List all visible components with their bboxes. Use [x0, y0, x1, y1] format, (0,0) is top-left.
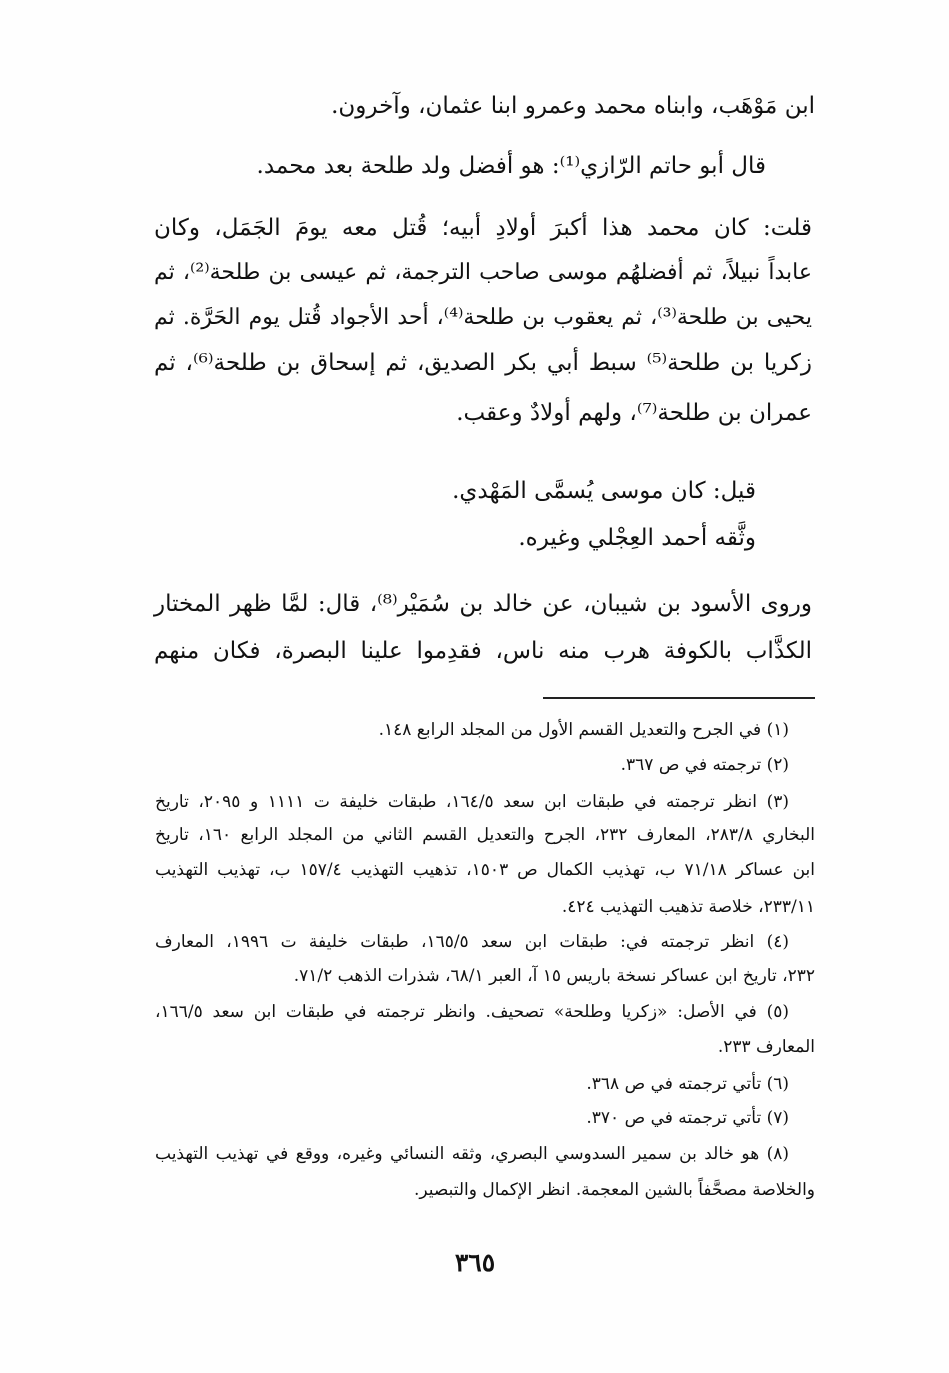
footnote-line: (١) في الجرح والتعديل القسم الأول من المجلد الرابع ١٤٨.	[378, 720, 789, 740]
footnote-line: (٢) ترجمته في ص ٣٦٧.	[620, 755, 789, 775]
footnote-line: البخاري ٢٨٣/٨، المعارف ٢٣٢، الجرح والتعديل القسم الثاني من المجلد الرابع ١٦٠، تاريخ	[155, 825, 816, 845]
text-line: قلت: كان محمد هذا أكبرَ أولادِ أبيه؛ قُتل معه يومَ الجَمَل، وكان	[154, 215, 812, 241]
footnote-line: (٥) في الأصل: «زكريا وطلحة» تصحيف. وانظر ترجمته في طبقات ابن سعد ١٦٦/٥،	[155, 1002, 789, 1022]
text-line: ابن مَوْهَب، وابناه محمد وعمرو ابنا عثمان، وآخرون.	[331, 93, 815, 119]
text-line: عابداً نبيلاً، ثم أفضلهُم موسى صاحب الترجمة، ثم عيسى بن طلحة⁽²⁾، ثم	[154, 260, 813, 285]
text-line: وثَّقه أحمد العِجْلي وغيره.	[518, 525, 756, 551]
footnote-separator	[543, 697, 815, 699]
footnote-line: ابن عساكر ٧١/١٨ ب، تهذيب الكمال ص ١٥٠٣، تذهيب التهذيب ١٥٧/٤ ب، تهذيب التهذيب	[155, 860, 815, 880]
text-line: قيل: كان موسى يُسمَّى المَهْدي.	[452, 478, 756, 504]
footnote-line: (٨) هو خالد بن سمير السدوسي البصري، وثقه النسائي وغيره، ووقع في تهذيب التهذيب	[155, 1144, 789, 1164]
text-line: زكريا بن طلحة⁽⁵⁾ سبط أبي بكر الصديق، ثم إسحاق بن طلحة⁽⁶⁾، ثم	[154, 350, 813, 376]
text-line: الكذَّاب بالكوفة هرب منه ناس، فقدِموا علينا البصرة، فكان منهم	[154, 638, 812, 664]
page-number: ٣٦٥	[454, 1248, 496, 1277]
text-line: يحيى بن طلحة⁽³⁾، ثم يعقوب بن طلحة⁽⁴⁾، أحد الأجواد قُتل يوم الحَرَّة. ثم	[154, 305, 813, 330]
text-line: قال أبو حاتم الرّازي⁽¹⁾: هو أفضل ولد طلحة بعد محمد.	[256, 153, 766, 179]
footnote-line: (٤) انظر ترجمته في: طبقات ابن سعد ١٦٥/٥، طبقات خليفة ت ١٩٩٦، المعارف	[155, 932, 789, 952]
footnote-line: المعارف ٢٣٣.	[717, 1037, 815, 1057]
footnote-line: ٢٣٣/١١، خلاصة تذهيب التهذيب ٤٢٤.	[561, 897, 815, 917]
footnote-line: ٢٣٢، تاريخ ابن عساكر نسخة باريس ١٥ آ، العبر ٦٨/١، شذرات الذهب ٧١/٢.	[293, 966, 815, 986]
footnote-line: (٣) انظر ترجمته في طبقات ابن سعد ١٦٤/٥، طبقات خليفة ت ١١١١ و ٢٠٩٥، تاريخ	[155, 792, 789, 812]
text-line: وروى الأسود بن شيبان، عن خالد بن سُمَيْر⁽⁸⁾، قال: لمَّا ظهر المختار	[154, 591, 812, 617]
footnote-line: (٦) تأتي ترجمته في ص ٣٦٨.	[586, 1074, 789, 1094]
text-line: عمران بن طلحة⁽⁷⁾، ولهم أولادٌ وعقب.	[456, 400, 812, 426]
footnote-line: والخلاصة مصحَّفاً بالشين المعجمة. انظر الإكمال والتبصير.	[413, 1180, 815, 1200]
footnote-line: (٧) تأتي ترجمته في ص ٣٧٠.	[586, 1108, 789, 1128]
